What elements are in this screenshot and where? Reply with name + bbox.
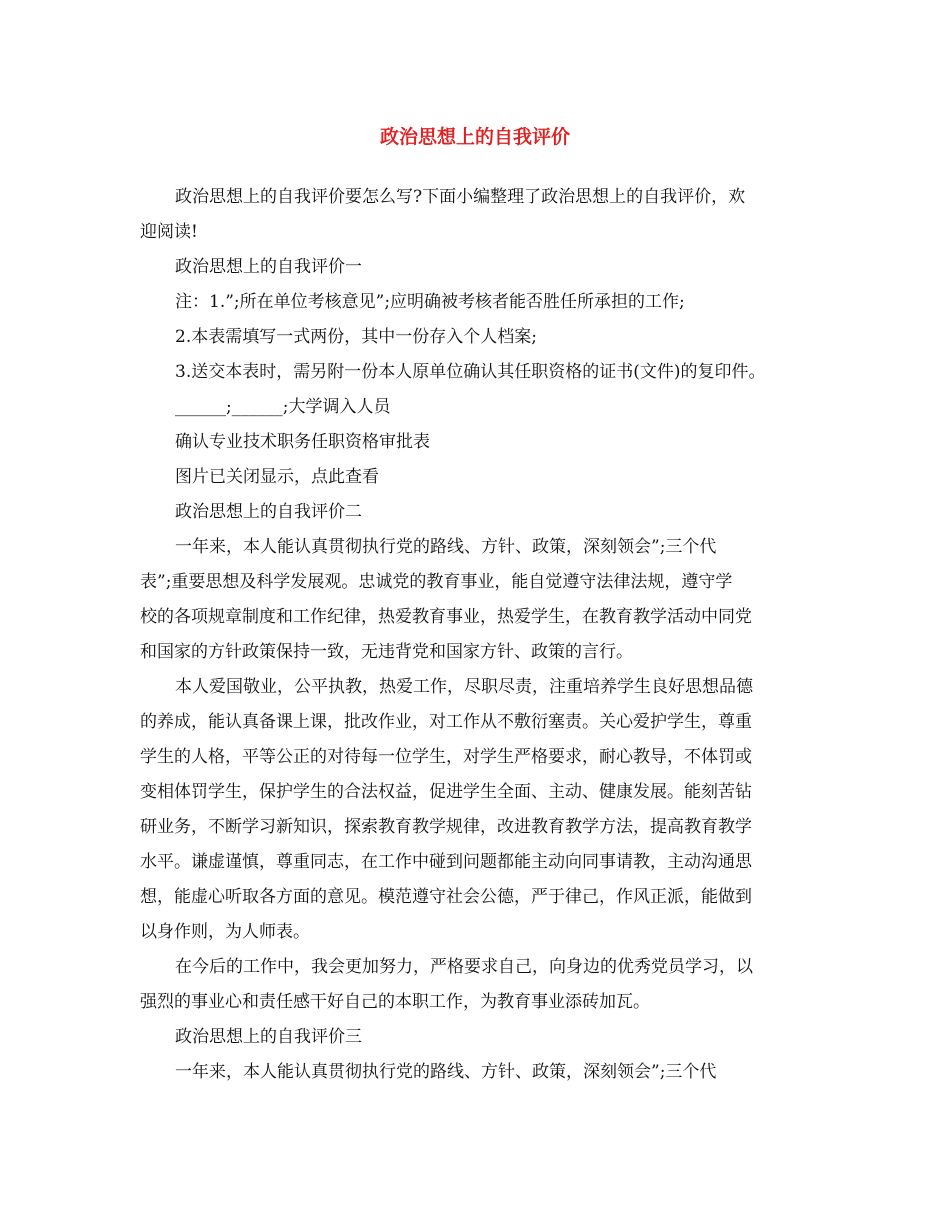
text-line: 迎阅读! xyxy=(140,222,198,242)
text-line: 政治思想上的自我评价一 xyxy=(175,257,362,277)
text-line: 研业务，不断学习新知识，探索教育教学规律，改进教育教学方法，提高教育教学 xyxy=(140,817,752,837)
text-line: 表”;重要思想及科学发展观。忠诚党的教育事业，能自觉遵守法律法规，遵守学 xyxy=(140,572,733,592)
text-line: 图片已关闭显示，点此查看 xyxy=(175,467,379,487)
text-line: 3.送交本表时，需另附一份本人原单位确认其任职资格的证书(文件)的复印件。 xyxy=(175,362,766,382)
text-line: 确认专业技术职务任职资格审批表 xyxy=(175,432,430,452)
page-title: 政治思想上的自我评价 xyxy=(379,126,570,148)
text-line: 和国家的方针政策保持一致，无违背党和国家方针、政策的言行。 xyxy=(140,642,633,662)
text-line: 学生的人格，平等公正的对待每一位学生，对学生严格要求，耐心教导，不体罚或 xyxy=(140,747,752,767)
text-line: 在今后的工作中，我会更加努力，严格要求自己，向身边的优秀党员学习，以 xyxy=(175,957,753,977)
text-line: 政治思想上的自我评价三 xyxy=(175,1027,362,1047)
text-line: 水平。谦虚谨慎，尊重同志，在工作中碰到问题都能主动向同事请教，主动沟通思 xyxy=(140,852,752,872)
text-line: 政治思想上的自我评价二 xyxy=(175,502,362,522)
text-line: 本人爱国敬业，公平执教，热爱工作，尽职尽责，注重培养学生良好思想品德 xyxy=(175,677,753,697)
text-line: 想，能虚心听取各方面的意见。模范遵守社会公德，严于律己，作风正派，能做到 xyxy=(140,887,752,907)
text-line: 2.本表需填写一式两份，其中一份存入个人档案; xyxy=(175,327,537,347)
text-line: 政治思想上的自我评价要怎么写?下面小编整理了政治思想上的自我评价，欢 xyxy=(175,187,746,207)
text-line: 校的各项规章制度和工作纪律，热爱教育事业，热爱学生，在教育教学活动中同党 xyxy=(140,607,752,627)
document-body xyxy=(140,180,815,1090)
text-line: 注：1.”;所在单位考核意见”;应明确被考核者能否胜任所承担的工作; xyxy=(175,292,685,312)
text-line: 的养成，能认真备课上课，批改作业，对工作从不敷衍塞责。关心爱护学生，尊重 xyxy=(140,712,752,732)
text-line: 强烈的事业心和责任感干好自己的本职工作，为教育事业添砖加瓦。 xyxy=(140,992,650,1012)
text-line: 以身作则，为人师表。 xyxy=(140,922,310,942)
text-line: 一年来，本人能认真贯彻执行党的路线、方针、政策，深刻领会”;三个代 xyxy=(175,1062,717,1082)
text-line: ______;______;大学调入人员 xyxy=(175,397,391,417)
text-line: 变相体罚学生，保护学生的合法权益，促进学生全面、主动、健康发展。能刻苦钻 xyxy=(140,782,752,802)
text-line: 一年来，本人能认真贯彻执行党的路线、方针、政策，深刻领会”;三个代 xyxy=(175,537,717,557)
